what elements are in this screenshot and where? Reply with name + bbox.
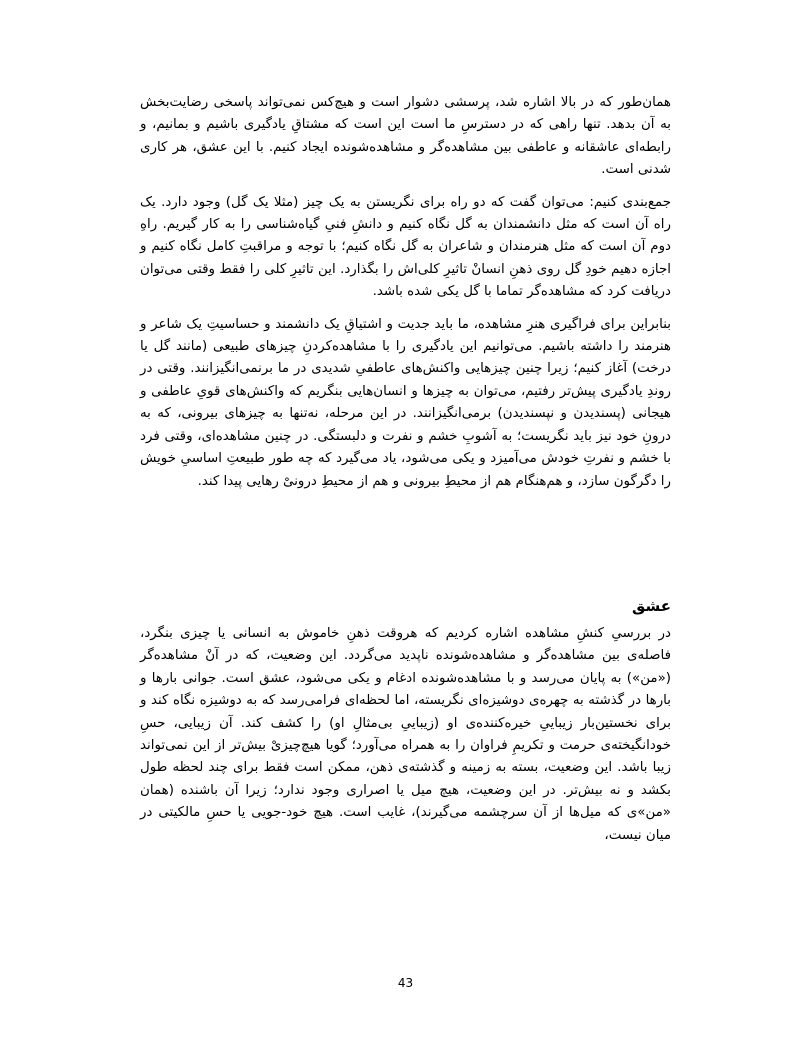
section-paragraph: در بررسیِ کنشِ مشاهده اشاره کردیم که هروقت ذهنِ خاموش به انسانی یا چیزی بنگرد، فاصله‌ی بین مشاهده‌گر و مشاهده‌شونده ناپدید می‌گردد. این وضعیت، که در آنْ مشاهده‌گر («من») به پایان می‌رسد و با مشاهده‌شونده ادغام و یکی می‌شود، عشق است. جوانی بارها و بارها در گذشته به چهره‌ی دوشیزه‌ای نگریسته، اما لحظه‌ای فرامی‌رسد که به دوشیزه نگاه کند و برای نخستین‌بار زیباییِ خیره‌کننده‌ی او (زیباییِ بی‌مثالِ او) را کشف کند. آن زیبایی، حسِ خودانگیخته‌ی حرمت و تکریمِ فراوان را به همراه می‌آورد؛ گویا هیچ‌چیزیْ بیش‌تر از این نمی‌تواند زیبا باشد. این وضعیت، بسته به زمینه و گذشته‌ی ذهن، ممکن است فقط برای چند لحظه طول بکشد و نه بیش‌تر. در این وضعیت، هیچ میل یا اصراری وجود ندارد؛ زیرا آن باشنده (همان «من»ی که میل‌ها از آن سرچشمه می‌گیرند)، غایب است. هیچ خود-جویی یا حسِ مالکیتی در میان نیست، (140, 625, 671, 843)
body-paragraph-3: بنابراین برای فراگیری هنرِ مشاهده، ما باید جدیت و اشتیاقِ یک دانشمند و حساسیتِ یک شاعر و هنرمند را داشته باشیم. می‌توانیم این یادگیری را با مشاهده‌کردنِ چیزهای طبیعی (مانند گل یا درخت) آغاز کنیم؛ زیرا چنین چیزهایی واکنش‌های عاطفیِ شدیدی در ما برنمی‌انگیزانند. وقتی در روندِ یادگیری پیش‌تر رفتیم، می‌توان به چیزها و انسان‌هایی بنگریم که واکنش‌های قویِ عاطفی و هیجانی (پسندیدن و نپسندیدن) برمی‌انگیزانند. در این مرحله، نه‌تنها به چیزهای بیرونی، که به درونِ خود نیز باید نگریست؛ به آشوبِ خشم و نفرت و دلبستگی. در چنین مشاهده‌ای، وقتی فرد با خشم و نفرتِ خودش می‌آمیزد و یکی می‌شود، یاد می‌گیرد که چه طور طبیعتِ اساسیِ خویش را دگرگون سازد، و هم‌هنگام هم از محیطِ بیرونی و هم از محیطِ درونیْ رهایی پیدا کند. (140, 316, 671, 489)
document-page (140, 92, 671, 857)
body-paragraph-1: همان‌طور که در بالا اشاره شد، پرسشی دشوار است و هیچ‌کس نمی‌تواند پاسخی رضایت‌بخش به آن بدهد. تنها راهی که در دسترسِ ما است این است که مشتاقِ یادگیری باشیم و بمانیم، و رابطه‌ای عاشقانه و عاطفی بین مشاهده‌گر و مشاهده‌شونده ایجاد کنیم. با این عشق، هر کاری شدنی است. (140, 95, 671, 178)
page-number: 43 (397, 976, 414, 990)
body-paragraph-2: جمع‌بندی کنیم: می‌توان گفت که دو راه برای نگریستن به یک چیز (مثلا یک گل) وجود دارد. یک راه آن است که مثل دانشمندان به گل نگاه کنیم و دانشِ فنیِ گیاه‌شناسی را به کار گیریم. راهِ دوم آن است که مثل هنرمندان و شاعران به گل نگاه کنیم؛ با توجه و مراقبتِ کامل نگاه کنیم و اجازه دهیم خودِ گل روی ذهنِ انسانْ تاثیرِ کلی‌اش را بگذارد. این تاثیرِ کلی را فقط وقتی می‌توان دریافت کرد که مشاهده‌گر تماما با گل یکی شده باشد. (140, 194, 671, 300)
section-spacer (140, 503, 671, 595)
section-heading: عشق (631, 596, 671, 615)
